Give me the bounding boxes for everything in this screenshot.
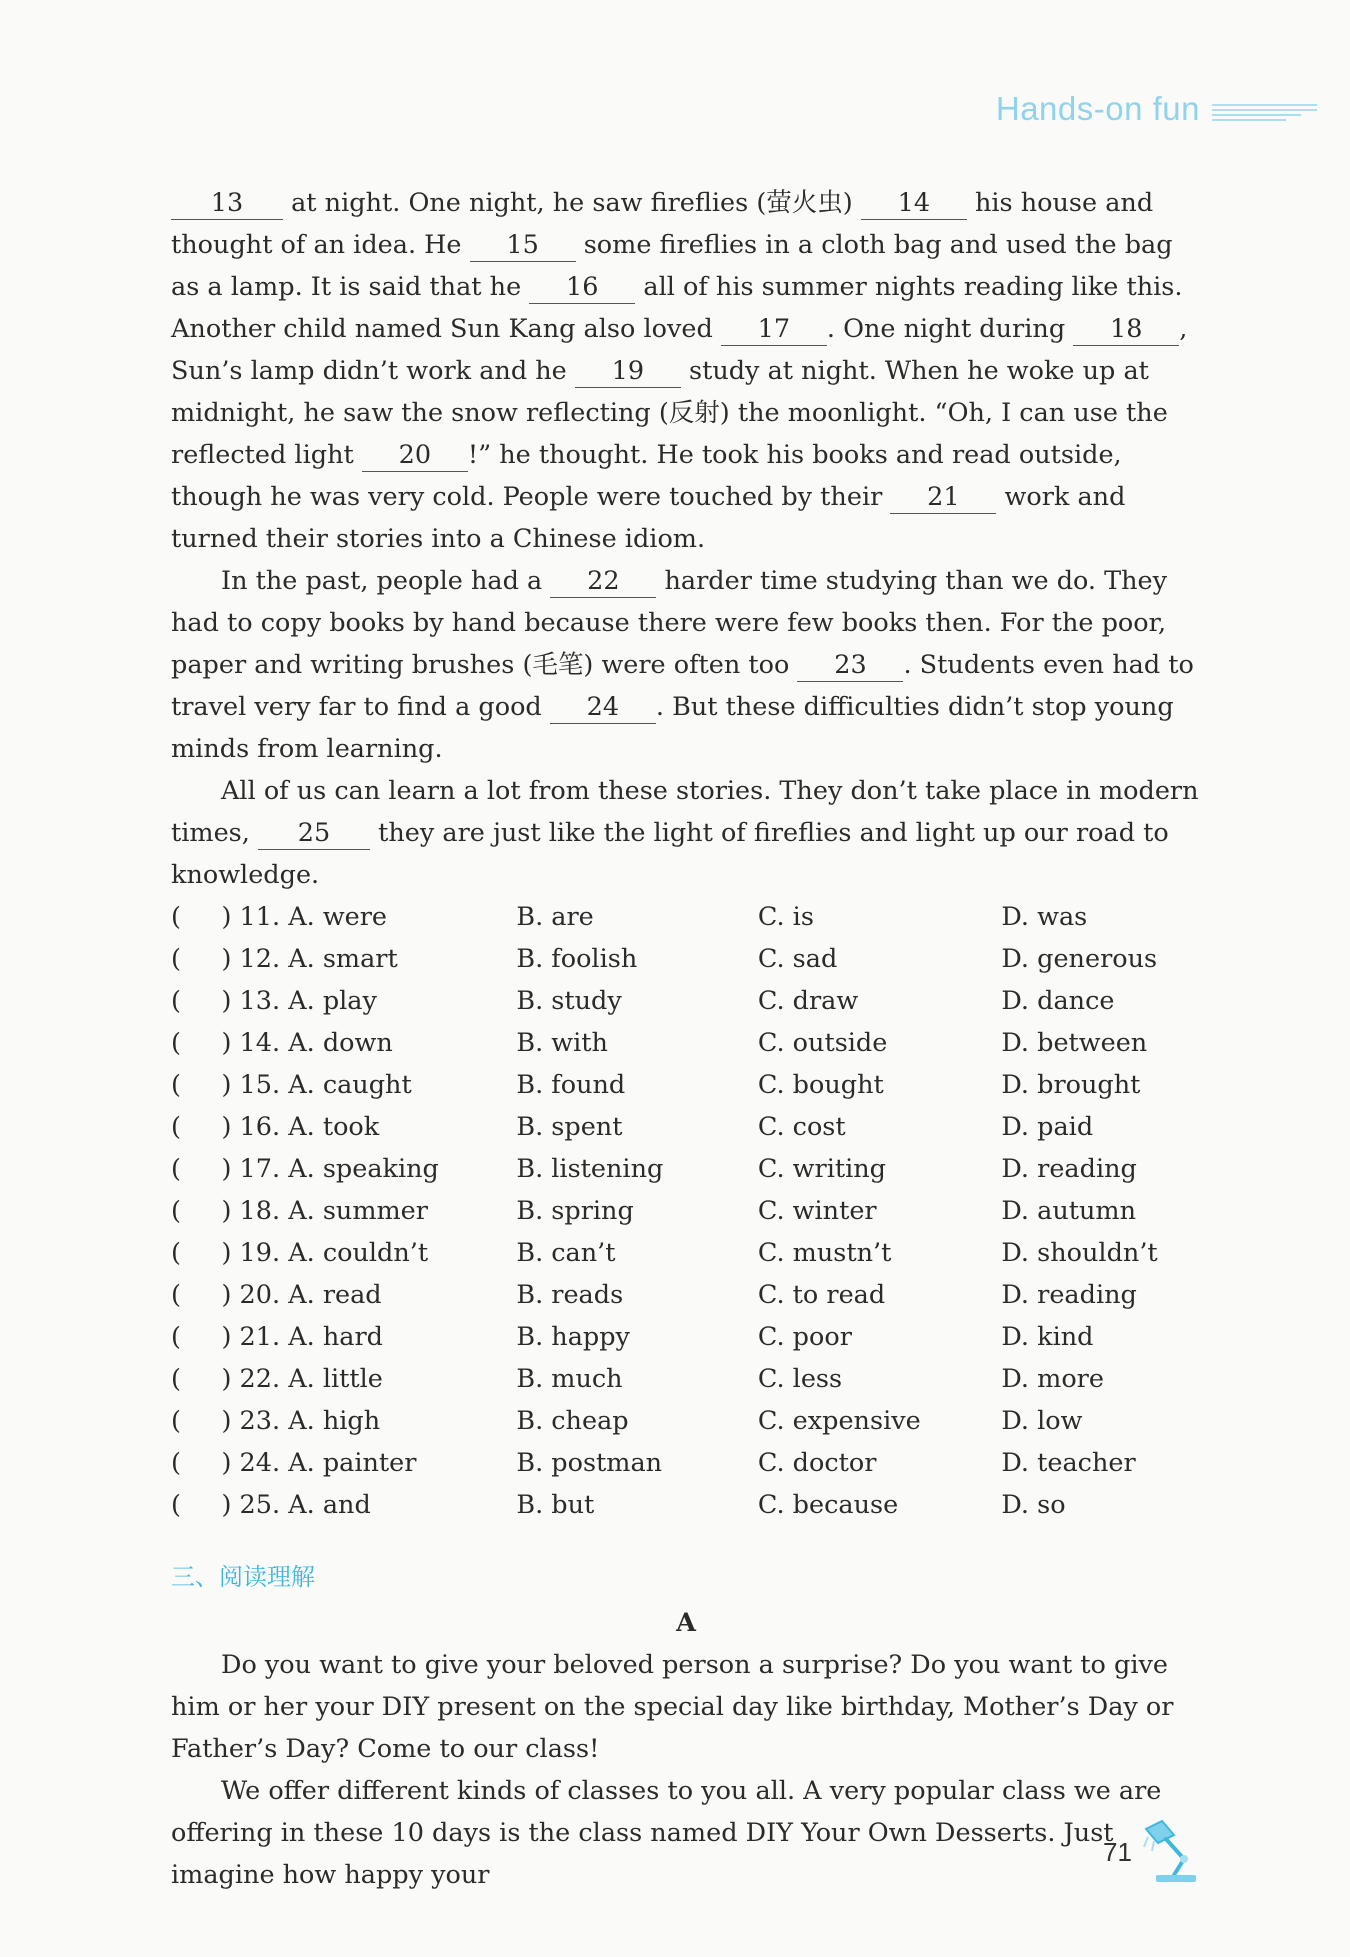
question-stem[interactable]: ( ) 17. A. speaking	[171, 1154, 439, 1184]
option-d: D. teacher	[1001, 1448, 1136, 1478]
option-c: C. bought	[757, 1070, 884, 1100]
question-stem[interactable]: ( ) 18. A. summer	[171, 1196, 428, 1226]
question-stem[interactable]: ( ) 12. A. smart	[171, 944, 398, 974]
option-c: C. because	[757, 1490, 899, 1520]
option-d: D. brought	[1001, 1070, 1141, 1100]
option-c: C. draw	[757, 986, 859, 1016]
cloze-paragraph-3	[171, 770, 1201, 896]
cloze-text: . Students even had to travel very far to find a good	[171, 650, 1194, 722]
option-b: B. foolish	[516, 944, 638, 974]
cloze-text: his house and thought of an idea. He	[171, 188, 1154, 260]
header-decoration-lines	[1212, 104, 1317, 126]
blank-17[interactable]: 17	[721, 313, 827, 346]
option-c: C. outside	[757, 1028, 888, 1058]
option-c: C. sad	[757, 944, 838, 974]
option-b: B. study	[516, 986, 622, 1016]
cloze-text: all of his summer nights reading like this. Another child named Sun Kang also loved	[171, 272, 1183, 344]
option-d: D. low	[1001, 1406, 1083, 1436]
option-d: D. was	[1001, 902, 1088, 932]
cloze-text: . But these difficulties didn’t stop young minds from learning.	[171, 692, 1174, 764]
cloze-text: , Sun’s lamp didn’t work and he	[171, 314, 1188, 386]
option-b: B. cheap	[516, 1406, 629, 1436]
option-b: B. but	[516, 1490, 595, 1520]
cloze-text: !” he thought. He took his books and read outside, though he was very cold. People were touched by their	[171, 440, 1122, 512]
blank-16[interactable]: 16	[529, 271, 635, 304]
question-stem[interactable]: ( ) 22. A. little	[171, 1364, 383, 1394]
cloze-text: study at night. When he woke up at midnight, he saw the snow reflecting (反射) the moonlight. “Oh, I can use the reflected light	[171, 356, 1168, 470]
question-row	[171, 896, 1201, 938]
option-c: C. less	[757, 1364, 843, 1394]
question-stem[interactable]: ( ) 20. A. read	[171, 1280, 382, 1310]
question-stem[interactable]: ( ) 14. A. down	[171, 1028, 393, 1058]
option-d: D. so	[1001, 1490, 1066, 1520]
cloze-text: All of us can learn a lot from these stories. They don’t take place in modern times,	[171, 776, 1199, 848]
worksheet-content	[171, 182, 1201, 1896]
option-b: B. reads	[516, 1280, 624, 1310]
option-d: D. reading	[1001, 1154, 1137, 1184]
question-row	[171, 1274, 1201, 1316]
option-c: C. is	[757, 902, 814, 932]
option-b: B. listening	[516, 1154, 664, 1184]
option-b: B. postman	[516, 1448, 663, 1478]
question-row	[171, 1316, 1201, 1358]
question-row	[171, 1106, 1201, 1148]
question-list	[171, 896, 1201, 1526]
question-row	[171, 1232, 1201, 1274]
question-stem[interactable]: ( ) 13. A. play	[171, 986, 377, 1016]
blank-13[interactable]: 13	[171, 187, 283, 220]
cloze-text: harder time studying than we do. They had to copy books by hand because there were few books then. For the poor, paper and writing brushes (毛笔) were often too	[171, 566, 1168, 680]
header-title: Hands-on fun	[995, 90, 1200, 127]
option-c: C. expensive	[757, 1406, 921, 1436]
cloze-text: work and turned their stories into a Chinese idiom.	[171, 482, 1126, 554]
option-c: C. doctor	[757, 1448, 877, 1478]
blank-20[interactable]: 20	[362, 439, 468, 472]
question-row	[171, 1064, 1201, 1106]
option-d: D. paid	[1001, 1112, 1094, 1142]
option-d: D. between	[1001, 1028, 1148, 1058]
question-stem[interactable]: ( ) 16. A. took	[171, 1112, 380, 1142]
question-row	[171, 1358, 1201, 1400]
option-d: D. more	[1001, 1364, 1104, 1394]
option-b: B. are	[516, 902, 594, 932]
cloze-text: . One night during	[826, 314, 1074, 344]
blank-22[interactable]: 22	[550, 565, 656, 598]
cloze-text: they are just like the light of fireflies and light up our road to knowledge.	[171, 818, 1169, 890]
option-d: D. dance	[1001, 986, 1115, 1016]
option-c: C. mustn’t	[757, 1238, 892, 1268]
option-c: C. to read	[757, 1280, 886, 1310]
blank-19[interactable]: 19	[575, 355, 681, 388]
option-b: B. with	[516, 1028, 608, 1058]
option-d: D. shouldn’t	[1001, 1238, 1158, 1268]
question-row	[171, 980, 1201, 1022]
question-stem[interactable]: ( ) 23. A. high	[171, 1406, 381, 1436]
option-b: B. can’t	[516, 1238, 616, 1268]
blank-24[interactable]: 24	[550, 691, 656, 724]
question-row	[171, 1190, 1201, 1232]
question-row	[171, 1484, 1201, 1526]
passage-letter: A	[676, 1608, 696, 1638]
question-stem[interactable]: ( ) 15. A. caught	[171, 1070, 412, 1100]
question-stem[interactable]: ( ) 24. A. painter	[171, 1448, 417, 1478]
cloze-paragraph-2	[171, 560, 1201, 770]
passage-paragraph-2: We offer different kinds of classes to you all. A very popular class we are offering in these 10 days is the class named DIY Your Own Desserts. Just imagine how happy your	[171, 1776, 1162, 1890]
question-row	[171, 1022, 1201, 1064]
option-b: B. happy	[516, 1322, 630, 1352]
question-stem[interactable]: ( ) 19. A. couldn’t	[171, 1238, 429, 1268]
passage-paragraph-1: Do you want to give your beloved person a surprise? Do you want to give him or her your DIY present on the special day like birthday, Mother’s Day or Father’s Day? Come to our class!	[171, 1650, 1174, 1764]
blank-14[interactable]: 14	[861, 187, 967, 220]
option-d: D. kind	[1001, 1322, 1094, 1352]
blank-15[interactable]: 15	[470, 229, 576, 262]
option-d: D. generous	[1001, 944, 1158, 974]
cloze-text: In the past, people had a	[221, 566, 551, 596]
option-b: B. found	[516, 1070, 626, 1100]
option-d: D. reading	[1001, 1280, 1137, 1310]
section-title: 三、阅读理解	[171, 1563, 315, 1591]
option-b: B. much	[516, 1364, 623, 1394]
option-c: C. poor	[757, 1322, 852, 1352]
option-d: D. autumn	[1001, 1196, 1137, 1226]
option-c: C. writing	[757, 1154, 886, 1184]
lamp-icon	[1140, 1815, 1200, 1885]
option-c: C. cost	[757, 1112, 846, 1142]
question-stem[interactable]: ( ) 11. A. were	[171, 902, 388, 932]
blank-23[interactable]: 23	[797, 649, 903, 682]
option-b: B. spent	[516, 1112, 623, 1142]
cloze-paragraph-1	[171, 182, 1201, 560]
question-stem[interactable]: ( ) 25. A. and	[171, 1490, 371, 1520]
question-row	[171, 1400, 1201, 1442]
blank-18[interactable]: 18	[1073, 313, 1179, 346]
cloze-text: at night. One night, he saw fireflies (萤火虫)	[283, 188, 861, 218]
question-row	[171, 1442, 1201, 1484]
question-row	[171, 938, 1201, 980]
blank-25[interactable]: 25	[258, 817, 370, 850]
question-stem[interactable]: ( ) 21. A. hard	[171, 1322, 383, 1352]
blank-21[interactable]: 21	[890, 481, 996, 514]
cloze-text: some fireflies in a cloth bag and used the bag as a lamp. It is said that he	[171, 230, 1173, 302]
option-c: C. winter	[757, 1196, 877, 1226]
page-number: 71	[1103, 1837, 1132, 1867]
option-b: B. spring	[516, 1196, 634, 1226]
question-row	[171, 1148, 1201, 1190]
